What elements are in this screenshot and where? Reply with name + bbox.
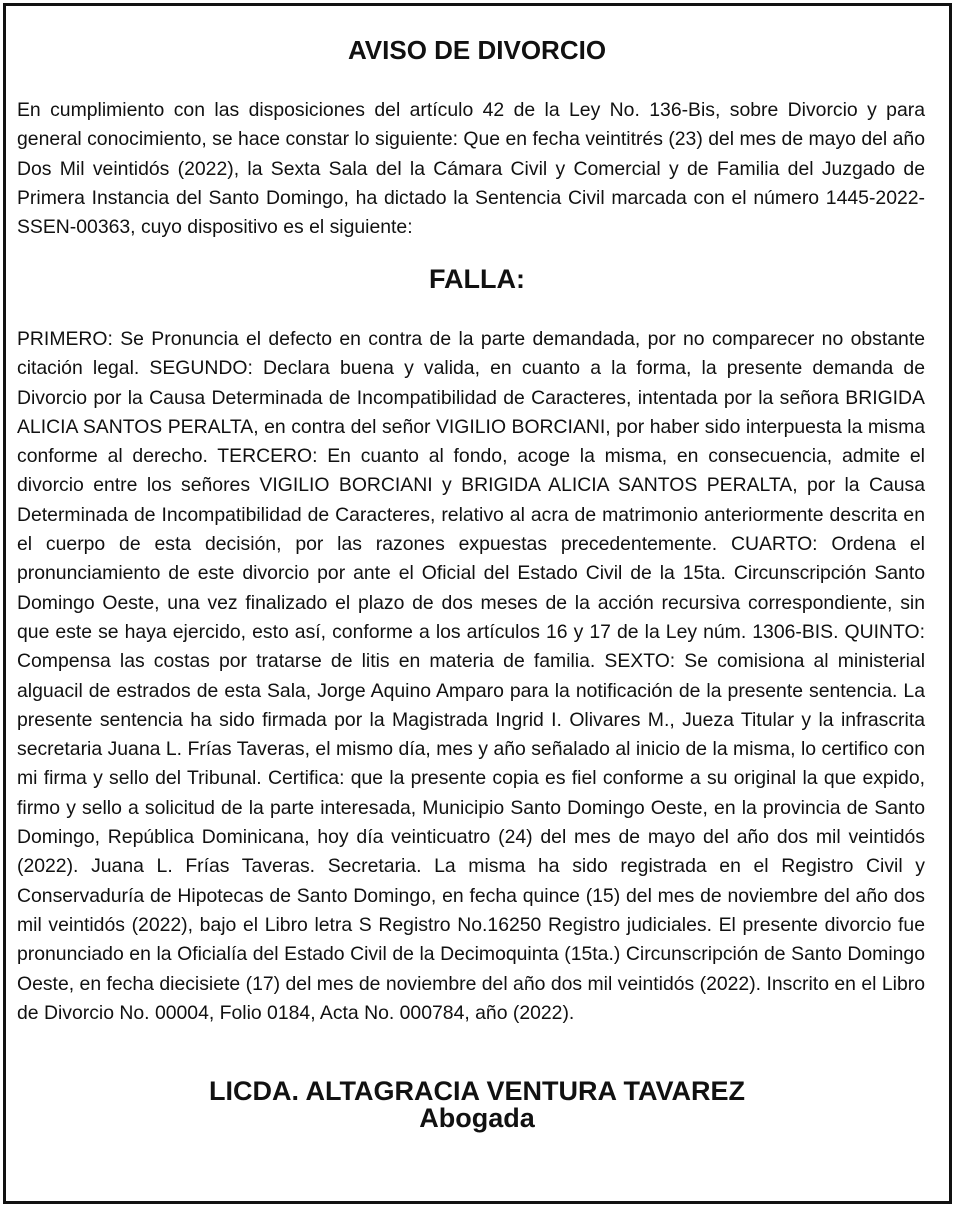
signature-name: LICDA. ALTAGRACIA VENTURA TAVAREZ <box>209 1076 745 1106</box>
signature-role: Abogada <box>419 1103 535 1133</box>
ruling-paragraph: PRIMERO: Se Pronuncia el defecto en contra de la parte demandada, por no comparecer no obstante citación legal. SEGUNDO: Declara buena y valida, en cuanto a la forma, la presente demanda de Divorcio por la Causa Determinada de Incompatibilidad de Caracteres, intentada por la señora BRIGIDA ALICIA SANTOS PERALTA, en contra del señor VIGILIO BORCIANI, por haber sido interpuesta la misma conforme al derecho. TERCERO: En cuanto al fondo, acoge la misma, en consecuencia, admite el divorcio entre los señores VIGILIO BORCIANI y BRIGIDA ALICIA SANTOS PERALTA, por la Causa Determinada de Incompatibilidad de Caracteres, relativo al acra de matrimonio anteriormente descrita en el cuerpo de esta decisión, por las razones expuestas precedentemente. CUARTO: Ordena el pronunciamiento de este divorcio por ante el Oficial del Estado Civil de la 15ta. Circunscripción Santo Domingo Oeste, una vez finalizado el plazo de dos meses de la acción recursiva correspondiente, sin que este se haya ejercido, esto así, conforme a los artículos 16 y 17 de la Ley núm. 1306-BIS. QUINTO: Compensa las costas por tratarse de litis en materia de familia. SEXTO: Se comisiona al ministerial alguacil de estrados de esta Sala, Jorge Aquino Amparo para la notificación de la presente sentencia. La presente sentencia ha sido firmada por la Magistrada Ingrid I. Olivares M., Jueza Titular y la infrascrita secretaria Juana L. Frías Taveras, el mismo día, mes y año señalado al inicio de la misma, lo certifico con mi firma y sello del Tribunal. Certifica: que la presente copia es fiel conforme a su original la que expido, firmo y sello a solicitud de la parte interesada, Municipio Santo Domingo Oeste, en la provincia de Santo Domingo, República Dominicana, hoy día veinticuatro (24) del mes de mayo del año dos mil veintidós (2022). Juana L. Frías Taveras. Secretaria. La misma ha sido registrada en el Registro Civil y Conservaduría de Hipotecas de Santo Domingo, en fecha quince (15) del mes de noviembre del año dos mil veintidós (2022), bajo el Libro letra S Registro No.16250 Registro judiciales. El presente divorcio fue pronunciado en la Oficialía del Estado Civil de la Decimoquinta (15ta.) Circunscripción de Santo Domingo Oeste, en fecha diecisiete (17) del mes de noviembre del año dos mil veintidós (2022). Inscrito en el Libro de Divorcio No. 00004, Folio 0184, Acta No. 000784, año (2022). <box>17 328 925 1024</box>
falla-heading: FALLA: <box>429 264 525 294</box>
intro-paragraph: En cumplimiento con las disposiciones del artículo 42 de la Ley No. 136-Bis, sobre Divorcio y para general conocimiento, se hace constar lo siguiente: Que en fecha veintitrés (23) del mes de mayo del año Dos Mil veintidós (2022), la Sexta Sala del la Cámara Civil y Comercial y de Familia del Juzgado de Primera Instancia del Santo Domingo, ha dictado la Sentencia Civil marcada con el número 1445-2022-SSEN-00363, cuyo dispositivo es el siguiente: <box>17 99 925 239</box>
notice-title: AVISO DE DIVORCIO <box>347 35 607 65</box>
